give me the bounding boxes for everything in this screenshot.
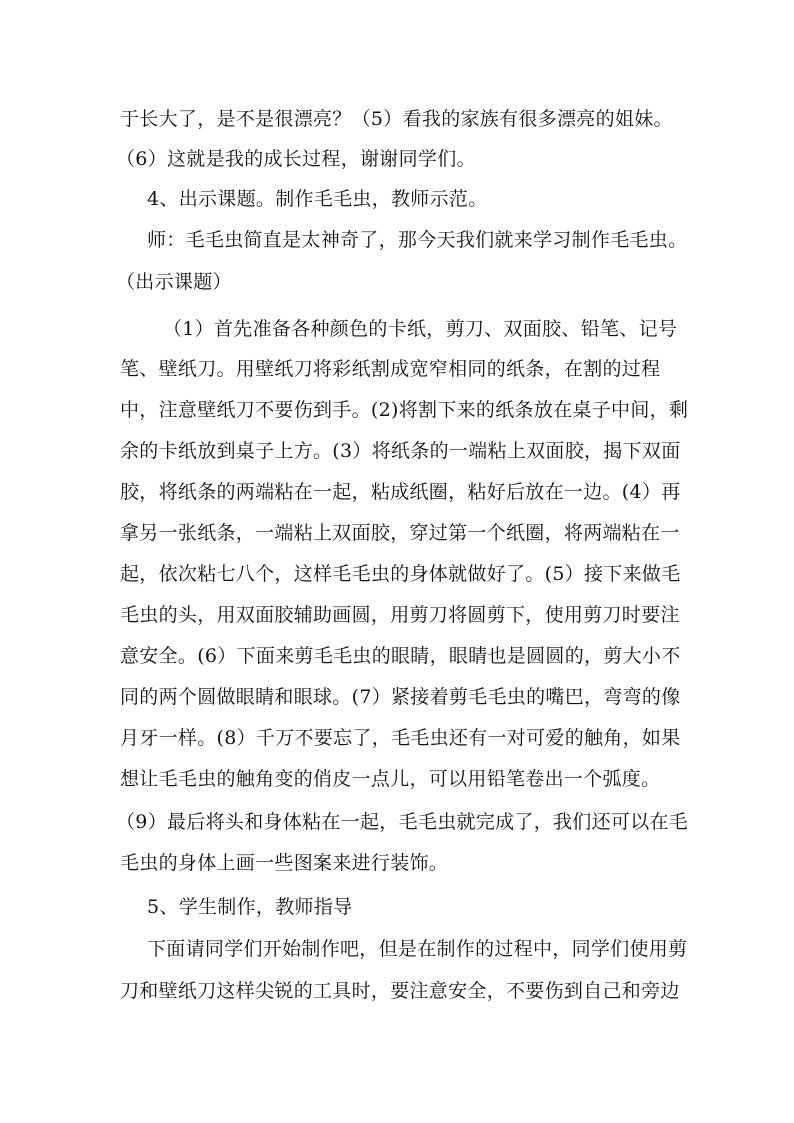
text-line-19: 毛虫的身体上画一些图案来进行装饰。 — [120, 852, 449, 874]
text-line-2: （6）这就是我的成长过程，谢谢同学们。 — [116, 148, 476, 170]
text-line-7: 笔、壁纸刀。用壁纸刀将彩纸割成宽窄相同的纸条，在割的过程 — [120, 358, 661, 380]
text-line-1: 于长大了，是不是很漂亮？（5）看我的家族有很多漂亮的姐妹。 — [120, 108, 673, 130]
text-line-5: （出示课题） — [116, 271, 232, 293]
text-line-9: 余的卡纸放到桌子上方。(3）将纸条的一端粘上双面胶，揭下双面 — [120, 440, 681, 462]
text-line-11: 拿另一张纸条，一端粘上双面胶，穿过第一个纸圈，将两端粘在一 — [120, 522, 680, 544]
text-line-17: 想让毛毛虫的触角变的俏皮一点儿，可以用铅笔卷出一个弧度。 — [120, 768, 661, 790]
text-line-8: 中，注意壁纸刀不要伤到手。(2)将割下来的纸条放在桌子中间，剩 — [120, 399, 689, 421]
heading-step-5: 5、学生制作，教师指导 — [147, 896, 353, 918]
text-line-10: 胶，将纸条的两端粘在一起，粘成纸圈，粘好后放在一边。(4）再 — [120, 481, 681, 503]
text-line-15: 同的两个圆做眼睛和眼球。(7）紧接着剪毛毛虫的嘴巴，弯弯的像 — [120, 686, 681, 708]
text-line-13: 毛虫的头，用双面胶辅助画圆，用剪刀将圆剪下，使用剪刀时要注 — [120, 604, 680, 626]
text-line-14: 意安全。(6）下面来剪毛毛虫的眼睛，眼睛也是圆圆的，剪大小不 — [120, 645, 681, 667]
heading-step-4: 4、出示课题。制作毛毛虫，教师示范。 — [147, 188, 488, 210]
text-line-22: 刀和壁纸刀这样尖锐的工具时，要注意安全，不要伤到自己和旁边 — [120, 980, 680, 1002]
text-line-6: （1）首先准备各种颜色的卡纸，剪刀、双面胶、铅笔、记号 — [163, 318, 678, 340]
text-line-16: 月牙一样。(8）千万不要忘了，毛毛虫还有一对可爱的触角，如果 — [120, 727, 681, 749]
text-line-18: （9）最后将头和身体粘在一起，毛毛虫就完成了，我们还可以在毛 — [116, 811, 689, 833]
text-line-12: 起，依次粘七八个，这样毛毛虫的身体就做好了。(5）接下来做毛 — [120, 563, 681, 585]
text-line-4: 师：毛毛虫简直是太神奇了，那今天我们就来学习制作毛毛虫。 — [147, 229, 688, 251]
text-line-21: 下面请同学们开始制作吧，但是在制作的过程中，同学们使用剪 — [147, 938, 688, 960]
